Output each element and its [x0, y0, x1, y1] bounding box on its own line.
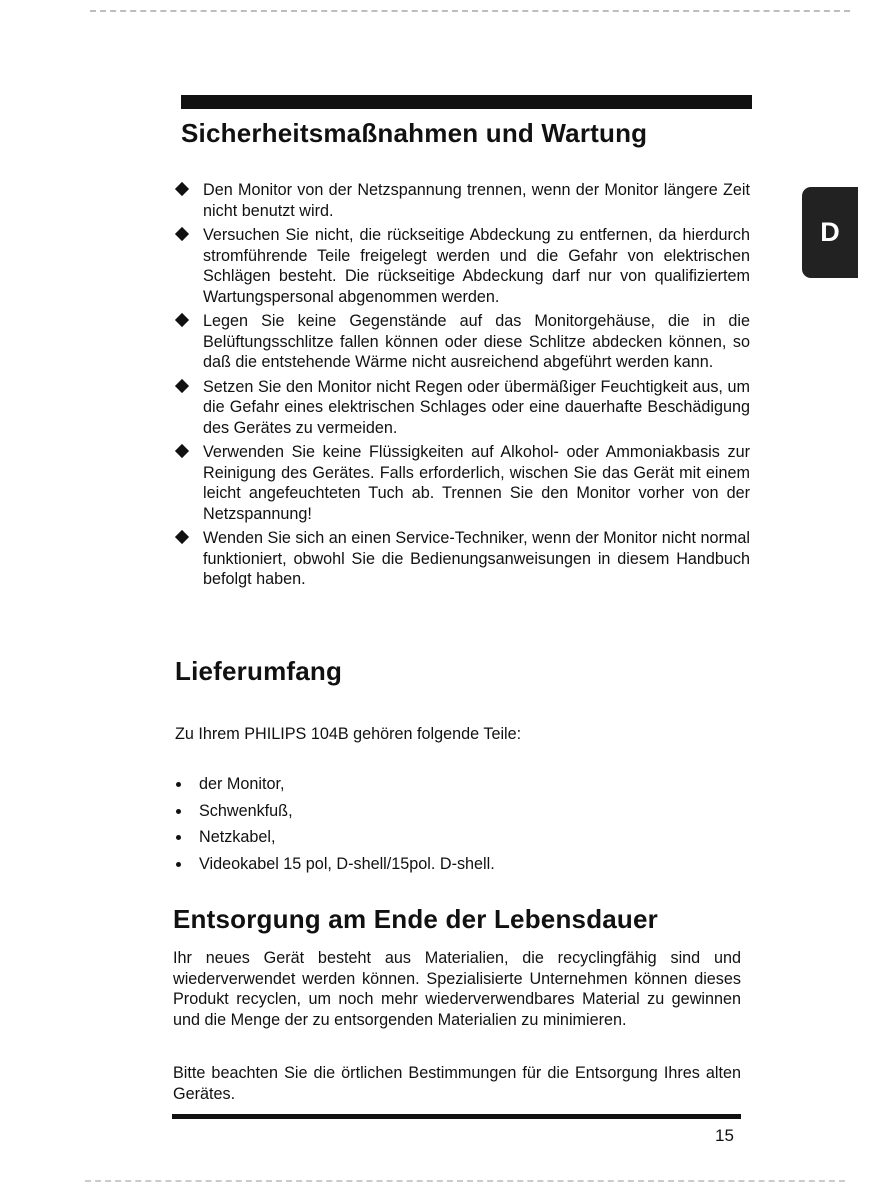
list-item: der Monitor,: [175, 775, 495, 802]
diamond-bullet-icon: [175, 227, 189, 241]
list-item: Legen Sie keine Gegenstände auf das Monitorgehäuse, die in die Belüftungsschlitze fallen können oder diese Schlitze abdecken können, so daß die entstehende Wärme nicht ausreichend abgeführt werden kann.: [175, 311, 750, 373]
disposal-paragraph: Bitte beachten Sie die örtlichen Bestimmungen für die Entsorgung Ihres alten Gerätes.: [173, 1064, 741, 1103]
safety-heading: Sicherheitsmaßnahmen und Wartung: [181, 118, 648, 148]
diamond-bullet-icon: [175, 313, 189, 327]
diamond-bullet-icon: [175, 378, 189, 392]
list-item: Versuchen Sie nicht, die rückseitige Abdeckung zu entfernen, da hierdurch stromführende Teile freigelegt werden und die Gefahr von elektrischen Schlägen besteht. Die rückseitige Abdeckung darf nur von qualifiziertem Wartungspersonal abgenommen werden.: [175, 225, 750, 307]
scope-intro: Zu Ihrem PHILIPS 104B gehören folgende Teile:: [175, 725, 522, 743]
list-item: Verwenden Sie keine Flüssigkeiten auf Alkohol- oder Ammoniakbasis zur Reinigung des Gerätes. Falls erforderlich, wischen Sie das Gerät mit einem leicht angefeuchteten Tuch ab. Trennen Sie den Monitor vorher von der Netzspannung!: [175, 442, 750, 524]
list-item: Videokabel 15 pol, D-shell/15pol. D-shell.: [175, 855, 495, 882]
list-item: Netzkabel,: [175, 828, 495, 855]
list-item: Den Monitor von der Netzspannung trennen, wenn der Monitor längere Zeit nicht benutzt wird.: [175, 180, 750, 221]
bullet-dot-icon: [176, 862, 181, 867]
diamond-bullet-icon: [175, 444, 189, 458]
diamond-bullet-icon: [175, 182, 189, 196]
disposal-heading: Entsorgung am Ende der Lebensdauer: [173, 904, 658, 934]
footer-rule: [172, 1114, 741, 1119]
diamond-bullet-icon: [175, 530, 189, 544]
bullet-dot-icon: [176, 835, 181, 840]
safety-list: [175, 180, 750, 594]
scope-heading: Lieferumfang: [175, 656, 343, 686]
scope-list: [175, 775, 495, 881]
header-rule: [181, 95, 752, 109]
page-number: 15: [715, 1126, 734, 1145]
list-item: Setzen Sie den Monitor nicht Regen oder übermäßiger Feuchtigkeit aus, um die Gefahr eines elektrischen Schlages oder eine dauerhafte Beschädigung des Gerätes zu vermeiden.: [175, 377, 750, 439]
scan-artifact-top: [90, 10, 850, 12]
disposal-paragraph: Ihr neues Gerät besteht aus Materialien, die recyclingfähig sind und wiederverwendet werden können. Spezialisierte Unternehmen können dieses Produkt recyclen, um noch mehr wiederverwendbares Material zu gewinnen und die Menge der zu entsorgenden Materialien zu minimieren.: [173, 949, 741, 1029]
bullet-dot-icon: [176, 782, 181, 787]
list-item: Wenden Sie sich an einen Service-Techniker, wenn der Monitor nicht normal funktioniert, obwohl Sie die Bedienungsanweisungen in diesem Handbuch befolgt haben.: [175, 528, 750, 590]
bullet-dot-icon: [176, 809, 181, 814]
list-item: Schwenkfuß,: [175, 802, 495, 829]
scan-artifact-bottom: [85, 1180, 845, 1182]
language-tab: D: [802, 187, 858, 278]
